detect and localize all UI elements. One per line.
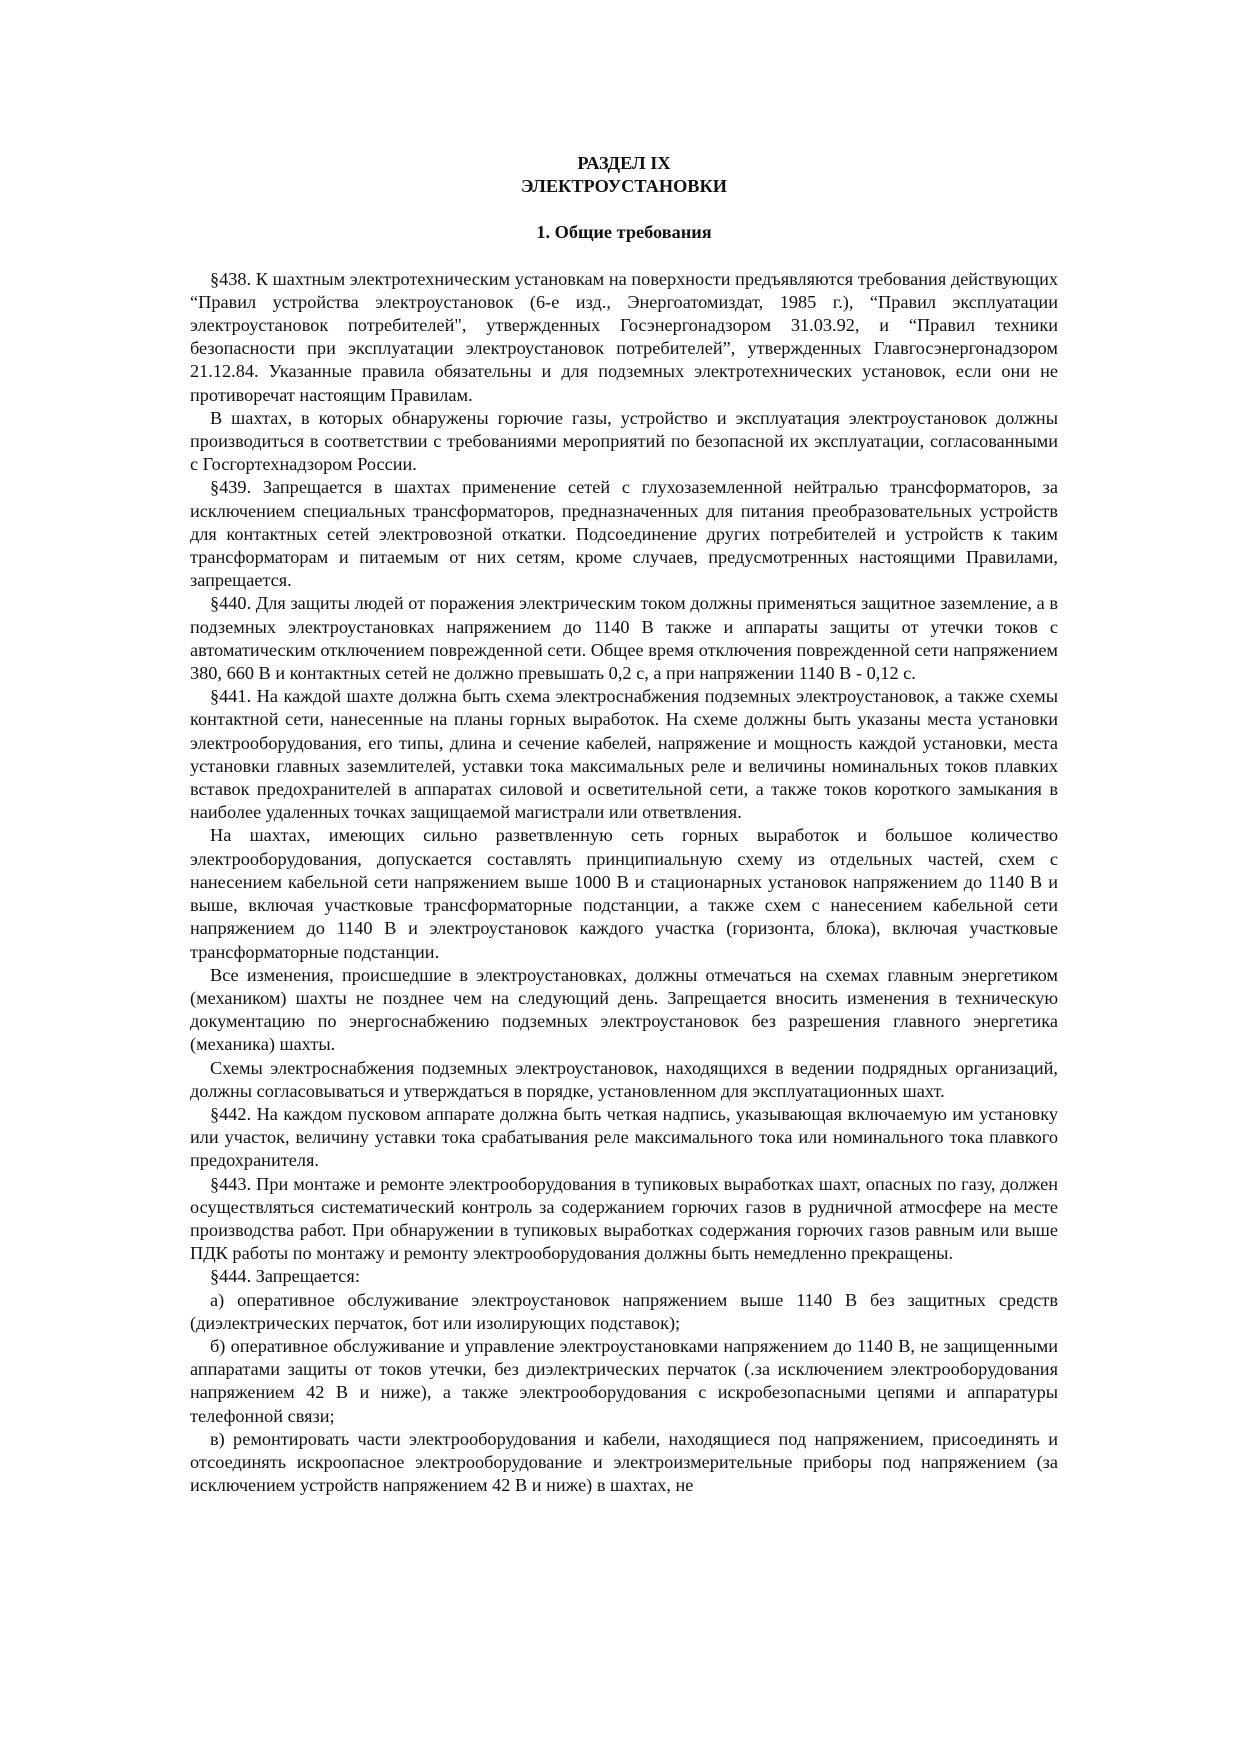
section-name: ЭЛЕКТРОУСТАНОВКИ <box>521 176 727 197</box>
paragraph-441-schemes: На шахтах, имеющих сильно разветвленную сеть горных выработок и большое количество электрооборудования, допускается составлять принципиальную схему из отдельных частей, схем с нанесением кабельной сети напряжением выше 1000 В и стационарных установок напряжением до 1140 В и выше, включая участковые трансформаторные подстанции, а также схем с нанесением кабельной сети напряжением до 1140 В и электроустановок каждого участка (горизонта, блока), включая участковые трансформаторные подстанции. <box>190 825 1058 962</box>
paragraph-444-a: а) оперативное обслуживание электроустановок напряжением выше 1140 В без защитных средств (диэлектрических перчаток, бот или изолирующих подставок); <box>190 1289 1058 1333</box>
subsection-title: 1. Общие требования <box>536 222 712 243</box>
paragraph-441-contractors: Схемы электроснабжения подземных электроустановок, находящихся в ведении подрядных организаций, должны согласовываться и утверждаться в порядке, установленном для эксплуатационных шахт. <box>190 1057 1058 1101</box>
paragraph-438: §438. К шахтным электротехническим установкам на поверхности предъявляются требования действующих “Правил устройства электроустановок (6-е изд., Энергоатомиздат, 1985 г.), “Правил эксплуатации электроустановок потребителей", утвержденных Госэнергонадзором 31.03.92, и “Правил техники безопасности при эксплуатации электроустановок потребителей”, утвержденных Главгосэнергонадзором 21.12.84. Указанные правила обязательны и для подземных электротехнических установок, если они не противоречат настоящим Правилам. <box>190 268 1058 405</box>
section-title: РАЗДЕЛ IX <box>577 153 671 173</box>
paragraph-438-gas: В шахтах, в которых обнаружены горючие газы, устройство и эксплуатация электроустановок должны производиться в соответствии с требованиями мероприятий по безопасной их эксплуатации, согласованными с Госгортехнадзором России. <box>190 407 1058 475</box>
paragraph-444: §444. Запрещается: <box>210 1266 360 1287</box>
paragraph-443: §443. При монтаже и ремонте электрооборудования в тупиковых выработках шахт, опасных по газу, должен осуществляться систематический контроль за содержанием горючих газов в рудничной атмосфере на месте производства работ. При обнаружении в тупиковых выработках содержания горючих газов равным или выше ПДК работы по монтажу и ремонту электрооборудования должны быть немедленно прекращены. <box>190 1173 1058 1264</box>
document-page <box>190 152 1058 1497</box>
paragraph-441-changes: Все изменения, происшедшие в электроустановках, должны отмечаться на схемах главным энергетиком (механиком) шахты не позднее чем на следующий день. Запрещается вносить изменения в техническую документацию по энергоснабжению подземных электроустановок без разрешения главного энергетика (механика) шахты. <box>190 964 1058 1055</box>
paragraph-439: §439. Запрещается в шахтах применение сетей с глухозаземленной нейтралью трансформаторов, за исключением специальных трансформаторов, предназначенных для питания преобразовательных устройств для контактных сетей электровозной откатки. Подсоединение других потребителей и устройств к таким трансформаторам и питаемым от них сетям, кроме случаев, предусмотренных настоящими Правилами, запрещается. <box>190 477 1058 591</box>
paragraph-444-b: б) оперативное обслуживание и управление электроустановками напряжением до 1140 В, не защищенными аппаратами защиты от токов утечки, без диэлектрических перчаток (.за исключением электрооборудования напряжением 42 В и ниже), а также электрооборудования с искробезопасными цепями и аппаратуры телефонной связи; <box>190 1335 1058 1426</box>
paragraph-441: §441. На каждой шахте должна быть схема электроснабжения подземных электроустановок, а также схемы контактной сети, нанесенные на планы горных выработок. На схеме должны быть указаны места установки электрооборудования, его типы, длина и сечение кабелей, напряжение и мощность каждой установки, места установки главных заземлителей, уставки тока максимальных реле и величины номинальных токов плавких вставок предохранителей в аппаратах силовой и осветительной сети, а также токов короткого замыкания в наиболее удаленных точках защищаемой магистрали или ответвления. <box>190 686 1058 823</box>
paragraph-442: §442. На каждом пусковом аппарате должна быть четкая надпись, указывающая включаемую им установку или участок, величину уставки тока срабатывания реле максимального тока или номинального тока плавкого предохранителя. <box>190 1103 1058 1171</box>
paragraph-440: §440. Для защиты людей от поражения электрическим током должны применяться защитное заземление, а в подземных электроустановках напряжением до 1140 В также и аппараты защиты от утечки токов с автоматическим отключением поврежденной сети. Общее время отключения поврежденной сети напряжением 380, 660 В и контактных сетей не должно превышать 0,2 с, а при напряжении 1140 В - 0,12 с. <box>190 593 1058 684</box>
paragraph-444-v: в) ремонтировать части электрооборудования и кабели, находящиеся под напряжением, присоединять и отсоединять искроопасное электрооборудование и электроизмерительные приборы под напряжением (за исключением устройств напряжением 42 В и ниже) в шахтах, не <box>190 1428 1058 1496</box>
